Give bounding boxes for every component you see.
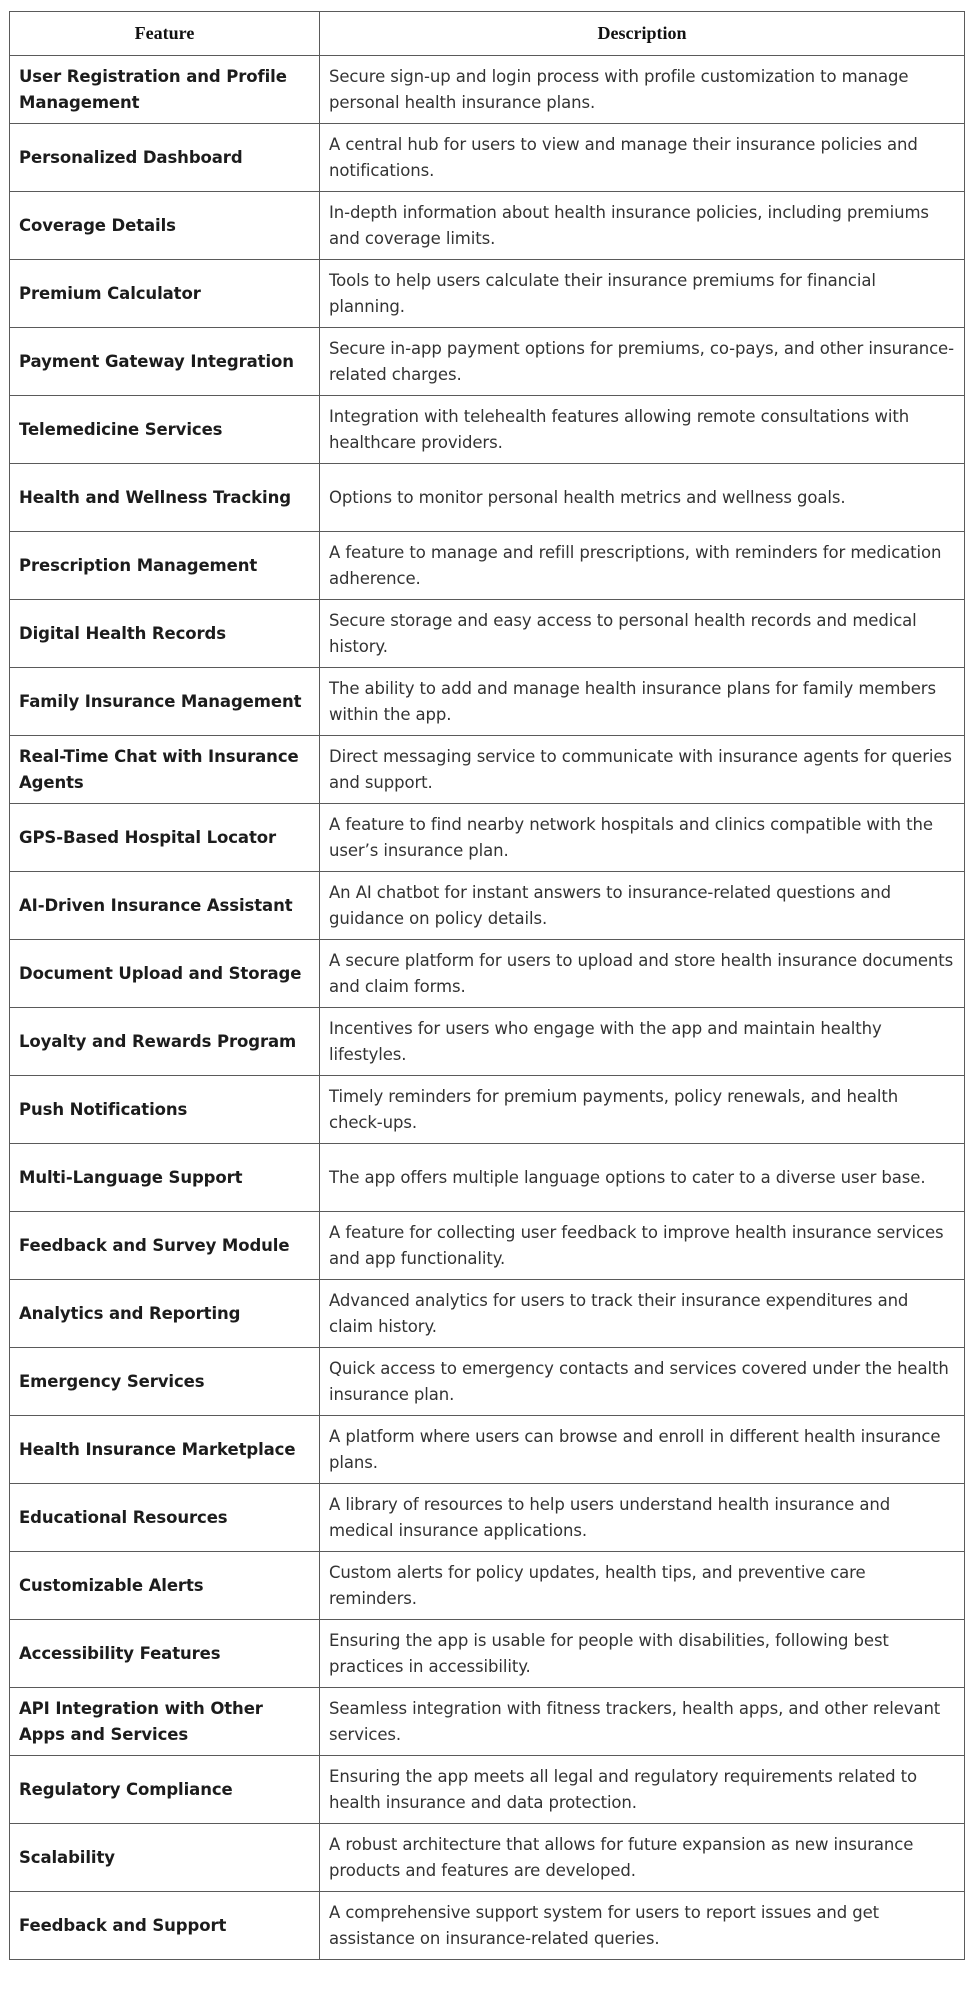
feature-name-cell: Scalability <box>10 1824 320 1892</box>
feature-description-cell: Quick access to emergency contacts and services covered under the health insurance plan. <box>320 1348 965 1416</box>
table-row <box>10 1892 965 1960</box>
table-row <box>10 464 965 532</box>
feature-name-cell: Prescription Management <box>10 532 320 600</box>
feature-description-cell: Direct messaging service to communicate with insurance agents for queries and support. <box>320 736 965 804</box>
table-row <box>10 1348 965 1416</box>
feature-column-header: Feature <box>10 12 320 56</box>
feature-name-cell: Multi-Language Support <box>10 1144 320 1212</box>
feature-name-cell: Push Notifications <box>10 1076 320 1144</box>
table-row <box>10 1212 965 1280</box>
feature-name-cell: Accessibility Features <box>10 1620 320 1688</box>
table-row <box>10 124 965 192</box>
feature-name-cell: Health Insurance Marketplace <box>10 1416 320 1484</box>
feature-name-cell: Health and Wellness Tracking <box>10 464 320 532</box>
feature-name-cell: User Registration and Profile Management <box>10 56 320 124</box>
feature-name-cell: Coverage Details <box>10 192 320 260</box>
feature-name-cell: Customizable Alerts <box>10 1552 320 1620</box>
feature-description-cell: Ensuring the app meets all legal and regulatory requirements related to health insurance and data protection. <box>320 1756 965 1824</box>
table-row <box>10 872 965 940</box>
table-row <box>10 1416 965 1484</box>
feature-description-cell: The ability to add and manage health insurance plans for family members within the app. <box>320 668 965 736</box>
feature-name-cell: Loyalty and Rewards Program <box>10 1008 320 1076</box>
table-row <box>10 56 965 124</box>
table-row <box>10 1688 965 1756</box>
header-row <box>10 12 965 56</box>
table-row <box>10 1144 965 1212</box>
feature-name-cell: AI-Driven Insurance Assistant <box>10 872 320 940</box>
feature-name-cell: Regulatory Compliance <box>10 1756 320 1824</box>
feature-description-cell: An AI chatbot for instant answers to insurance-related questions and guidance on policy details. <box>320 872 965 940</box>
feature-name-cell: Family Insurance Management <box>10 668 320 736</box>
feature-name-cell: Educational Resources <box>10 1484 320 1552</box>
table-row <box>10 260 965 328</box>
feature-description-cell: A robust architecture that allows for future expansion as new insurance products and features are developed. <box>320 1824 965 1892</box>
feature-description-cell: A feature for collecting user feedback to improve health insurance services and app functionality. <box>320 1212 965 1280</box>
feature-description-cell: Options to monitor personal health metrics and wellness goals. <box>320 464 965 532</box>
feature-description-cell: Secure sign-up and login process with profile customization to manage personal health insurance plans. <box>320 56 965 124</box>
feature-name-cell: API Integration with Other Apps and Services <box>10 1688 320 1756</box>
description-column-header: Description <box>320 12 965 56</box>
feature-description-cell: In-depth information about health insurance policies, including premiums and coverage limits. <box>320 192 965 260</box>
feature-table <box>9 11 965 1960</box>
table-row <box>10 192 965 260</box>
feature-description-cell: A platform where users can browse and enroll in different health insurance plans. <box>320 1416 965 1484</box>
feature-description-cell: Integration with telehealth features allowing remote consultations with healthcare providers. <box>320 396 965 464</box>
table-row <box>10 396 965 464</box>
feature-description-cell: A central hub for users to view and manage their insurance policies and notifications. <box>320 124 965 192</box>
feature-description-cell: Secure storage and easy access to personal health records and medical history. <box>320 600 965 668</box>
feature-name-cell: Emergency Services <box>10 1348 320 1416</box>
feature-description-cell: A comprehensive support system for users to report issues and get assistance on insurance-related queries. <box>320 1892 965 1960</box>
table-row <box>10 1552 965 1620</box>
table-header <box>10 12 965 56</box>
feature-name-cell: Feedback and Survey Module <box>10 1212 320 1280</box>
feature-description-cell: Custom alerts for policy updates, health tips, and preventive care reminders. <box>320 1552 965 1620</box>
table-row <box>10 1280 965 1348</box>
feature-name-cell: Payment Gateway Integration <box>10 328 320 396</box>
table-row <box>10 328 965 396</box>
feature-description-cell: A library of resources to help users understand health insurance and medical insurance applications. <box>320 1484 965 1552</box>
feature-name-cell: Premium Calculator <box>10 260 320 328</box>
feature-name-cell: Feedback and Support <box>10 1892 320 1960</box>
feature-description-cell: Timely reminders for premium payments, policy renewals, and health check-ups. <box>320 1076 965 1144</box>
table-row <box>10 736 965 804</box>
table-row <box>10 1620 965 1688</box>
feature-name-cell: Analytics and Reporting <box>10 1280 320 1348</box>
table-row <box>10 1484 965 1552</box>
feature-description-cell: Secure in-app payment options for premiums, co-pays, and other insurance-related charges. <box>320 328 965 396</box>
table-row <box>10 940 965 1008</box>
feature-description-cell: A secure platform for users to upload and store health insurance documents and claim forms. <box>320 940 965 1008</box>
table-row <box>10 668 965 736</box>
table-row <box>10 1756 965 1824</box>
table-row <box>10 1076 965 1144</box>
feature-description-cell: Incentives for users who engage with the app and maintain healthy lifestyles. <box>320 1008 965 1076</box>
table-body <box>10 56 965 1960</box>
feature-description-cell: A feature to find nearby network hospitals and clinics compatible with the user’s insurance plan. <box>320 804 965 872</box>
table-row <box>10 1008 965 1076</box>
feature-description-cell: A feature to manage and refill prescriptions, with reminders for medication adherence. <box>320 532 965 600</box>
table-row <box>10 1824 965 1892</box>
feature-description-cell: Tools to help users calculate their insurance premiums for financial planning. <box>320 260 965 328</box>
table-row <box>10 532 965 600</box>
feature-description-cell: Advanced analytics for users to track their insurance expenditures and claim history. <box>320 1280 965 1348</box>
feature-name-cell: Personalized Dashboard <box>10 124 320 192</box>
table-row <box>10 600 965 668</box>
feature-description-cell: The app offers multiple language options to cater to a diverse user base. <box>320 1144 965 1212</box>
table-row <box>10 804 965 872</box>
feature-name-cell: Document Upload and Storage <box>10 940 320 1008</box>
feature-name-cell: Telemedicine Services <box>10 396 320 464</box>
feature-name-cell: Real-Time Chat with Insurance Agents <box>10 736 320 804</box>
feature-description-cell: Ensuring the app is usable for people with disabilities, following best practices in accessibility. <box>320 1620 965 1688</box>
feature-name-cell: GPS-Based Hospital Locator <box>10 804 320 872</box>
feature-description-cell: Seamless integration with fitness trackers, health apps, and other relevant services. <box>320 1688 965 1756</box>
feature-name-cell: Digital Health Records <box>10 600 320 668</box>
